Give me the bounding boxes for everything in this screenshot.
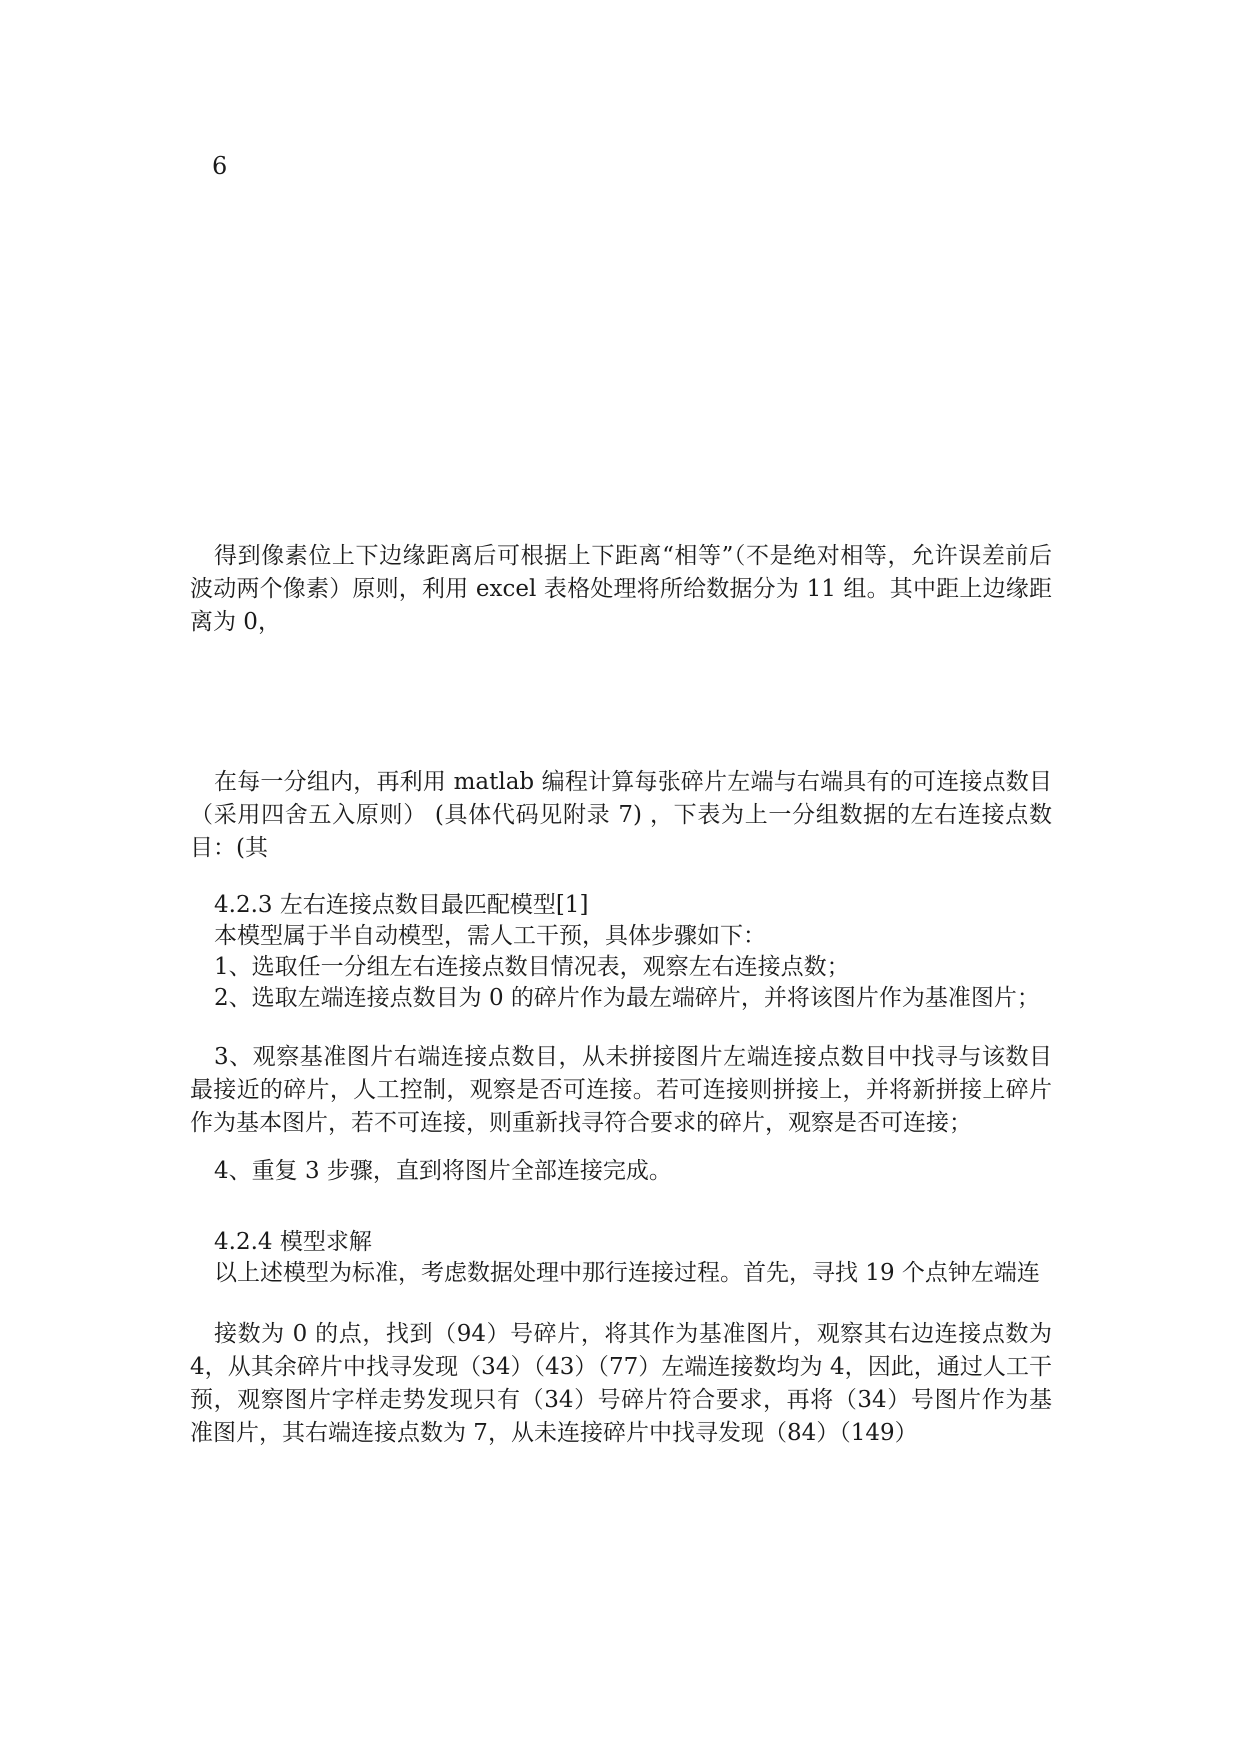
model-intro: 本模型属于半自动模型，需人工干预，具体步骤如下： [214, 923, 766, 949]
section-heading-4-2-4: 4.2.4 模型求解 [214, 1229, 372, 1255]
solution-paragraph-a: 以上述模型为标准，考虑数据处理中那行连接过程。首先，寻找 19 个点钟左端连 [214, 1260, 1040, 1286]
step-4: 4、重复 3 步骤，直到将图片全部连接完成。 [214, 1158, 672, 1184]
solution-paragraph-b: 接数为 0 的点，找到（94）号碎片，将其作为基准图片，观察其右边连接点数为 4，从其余碎片中找寻发现（34）（43）（77）左端连接数均为 4，因此，通过人工干预，观察图片字样走势发现只有（34）号碎片符合要求，再将（34）号图片作为基准图片，其右端连接点数为 7，从未连接碎片中找寻发现（84）（149） [190, 1321, 1052, 1446]
section-heading-4-2-3: 4.2.3 左右连接点数目最匹配模型[1] [214, 892, 589, 918]
paragraph-matlab: 在每一分组内，再利用 matlab 编程计算每张碎片左端与右端具有的可连接点数目（采用四舍五入原则） (具体代码见附录 7) ，下表为上一分组数据的左右连接点数目：(其 [190, 769, 1052, 861]
step-3: 3、观察基准图片右端连接点数目，从未拼接图片左端连接点数目中找寻与该数目最接近的碎片，人工控制，观察是否可连接。若可连接则拼接上，并将新拼接上碎片作为基本图片，若不可连接，则重新找寻符合要求的碎片，观察是否可连接； [190, 1044, 1052, 1136]
paragraph-grouping: 得到像素位上下边缘距离后可根据上下距离“相等”（不是绝对相等，允许误差前后波动两个像素）原则，利用 excel 表格处理将所给数据分为 11 组。其中距上边缘距离为 0， [190, 543, 1052, 635]
step-2: 2、选取左端连接点数目为 0 的碎片作为最左端碎片，并将该图片作为基准图片； [214, 985, 1040, 1011]
step-1: 1、选取任一分组左右连接点数目情况表，观察左右连接点数； [214, 954, 850, 980]
page-number: 6 [212, 152, 228, 180]
